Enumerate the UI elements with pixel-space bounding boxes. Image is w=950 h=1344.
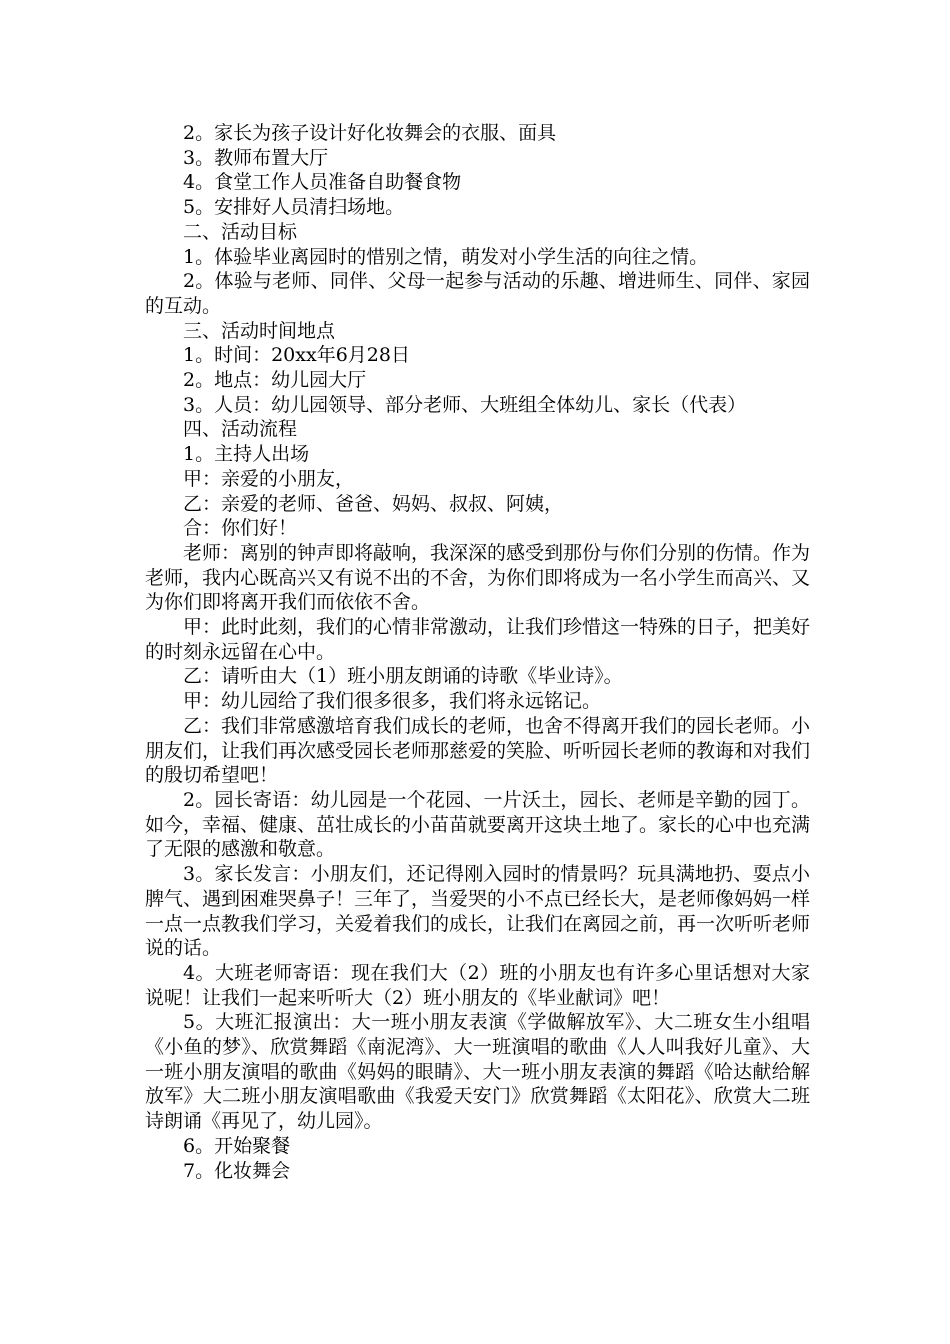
document-body [145, 121, 810, 1183]
section-heading: 四、活动流程 [183, 418, 298, 441]
paragraph: 合：你们好！ [183, 517, 298, 540]
paragraph: 乙：请听由大（1）班小朋友朗诵的诗歌《毕业诗》。 [183, 665, 623, 688]
section-heading: 二、活动目标 [183, 220, 298, 243]
paragraph: 5。安排好人员清扫场地。 [183, 196, 405, 219]
paragraph: 乙：亲爱的老师、爸爸、妈妈、叔叔、阿姨， [183, 492, 564, 515]
paragraph: 甲：此时此刻，我们的心情非常激动，让我们珍惜这一特殊的日子，把美好的时刻永远留在心中。 [145, 616, 811, 663]
paragraph: 5。大班汇报演出：大一班小朋友表演《学做解放军》、大二班女生小组唱《小鱼的梦》、欣赏舞蹈《南泥湾》、大一班演唱的歌曲《人人叫我好儿童》、大一班小朋友演唱的歌曲《妈妈的眼睛》、大一班小朋友表演的舞蹈《哈达献给解放军》大二班小朋友演唱歌曲《我爱天安门》欣赏舞蹈《太阳花》、欣赏大二班诗朗诵《再见了，幼儿园》。 [145, 1011, 810, 1133]
paragraph: 2。家长为孩子设计好化妆舞会的衣服、面具 [183, 122, 557, 144]
paragraph: 3。教师布置大厅 [183, 146, 329, 169]
paragraph: 3。人员：幼儿园领导、部分老师、大班组全体幼儿、家长（代表） [183, 393, 747, 416]
paragraph: 甲：幼儿园给了我们很多很多，我们将永远铭记。 [183, 690, 602, 713]
paragraph: 老师：离别的钟声即将敲响，我深深的感受到那份与你们分别的伤情。作为老师，我内心既高兴又有说不出的不舍，为你们即将成为一名小学生而高兴、又为你们即将离开我们而依依不舍。 [145, 541, 811, 614]
paragraph: 2。体验与老师、同伴、父母一起参与活动的乐趣、增进师生、同伴、家园的互动。 [145, 270, 810, 317]
paragraph: 6。开始聚餐 [183, 1134, 291, 1157]
paragraph: 7。化妆舞会 [183, 1159, 291, 1182]
paragraph: 1。体验毕业离园时的惜别之情，萌发对小学生活的向往之情。 [183, 245, 709, 268]
paragraph: 4。大班老师寄语：现在我们大（2）班的小朋友也有许多心里话想对大家说呢！让我们一起来听听大（2）班小朋友的《毕业献词》吧！ [145, 961, 810, 1009]
paragraph: 3。家长发言：小朋友们，还记得刚入园时的情景吗？玩具满地扔、耍点小脾气、遇到困难哭鼻子！三年了，当爱哭的小不点已经长大，是老师像妈妈一样一点一点教我们学习，关爱着我们的成长，让我们在离园之前，再一次听听老师说的话。 [145, 863, 811, 960]
paragraph: 乙：我们非常感激培育我们成长的老师，也舍不得离开我们的园长老师。小朋友们，让我们再次感受园长老师那慈爱的笑脸、听听园长老师的教诲和对我们的殷切希望吧！ [145, 714, 811, 787]
paragraph: 4。食堂工作人员准备自助餐食物 [183, 171, 462, 194]
section-heading: 三、活动时间地点 [183, 319, 336, 342]
paragraph: 2。园长寄语：幼儿园是一个花园、一片沃土，园长、老师是辛勤的园丁。如今，幸福、健康、茁壮成长的小苗苗就要离开这块土地了。家长的心中也充满了无限的感激和敬意。 [145, 788, 811, 861]
paragraph: 2。地点：幼儿园大厅 [183, 369, 367, 392]
paragraph: 1。主持人出场 [183, 443, 310, 466]
paragraph: 1。时间：20xx年6月28日 [183, 344, 410, 367]
paragraph: 甲：亲爱的小朋友， [183, 467, 355, 490]
